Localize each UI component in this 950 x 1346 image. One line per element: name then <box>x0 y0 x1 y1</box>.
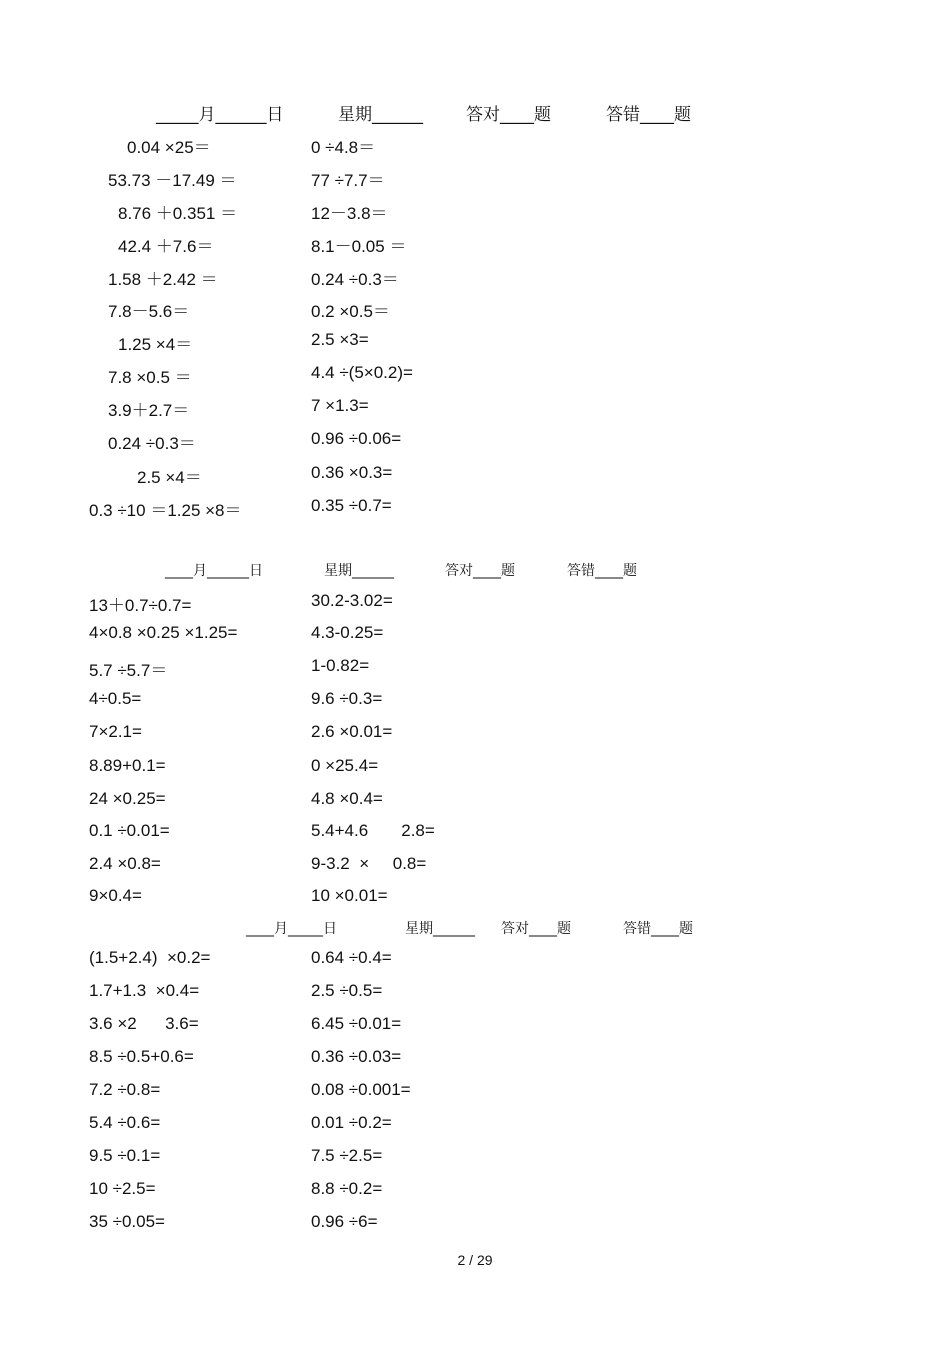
section-2-header <box>0 560 950 582</box>
problem-left: 1.58 ＋2.42 ＝ <box>108 270 218 289</box>
problem-right: 4.4 ÷(5×0.2)= <box>311 363 413 382</box>
problem-row <box>0 1179 950 1203</box>
problem-left: 5.4 ÷0.6= <box>89 1113 161 1132</box>
weekday-field: 星期______ <box>338 105 423 125</box>
problem-row <box>0 623 950 647</box>
problem-left: 0.3 ÷10 ＝1.25 ×8＝ <box>89 501 242 520</box>
problem-left: 2.4 ×0.8= <box>89 854 161 873</box>
problem-row <box>0 981 950 1005</box>
problem-right: 0.01 ÷0.2= <box>311 1113 392 1132</box>
problem-left: 7.2 ÷0.8= <box>89 1080 161 1099</box>
section-3-header <box>0 918 950 940</box>
problem-right: 77 ÷7.7＝ <box>311 171 385 190</box>
problem-left: 4÷0.5= <box>89 689 142 708</box>
problem-row <box>0 1146 950 1170</box>
problem-row <box>0 496 950 520</box>
problem-left: 35 ÷0.05= <box>89 1212 165 1231</box>
problem-left: 1.25 ×4＝ <box>118 335 193 354</box>
problem-right: 4.3-0.25= <box>311 623 384 642</box>
date-field: ____月______日 <box>165 563 263 579</box>
date-field: ____月_____日 <box>246 921 337 937</box>
problem-row <box>0 133 950 157</box>
problem-left: 13＋0.7÷0.7= <box>89 596 192 615</box>
problem-row <box>0 756 950 780</box>
problem-left: 3.6 ×2 3.6= <box>89 1014 199 1033</box>
correct-count-field: 答对____题 <box>445 563 515 579</box>
problem-row <box>0 689 950 713</box>
problem-row <box>0 1080 950 1104</box>
problem-row <box>0 821 950 845</box>
problem-left: 24 ×0.25= <box>89 789 166 808</box>
problem-row <box>0 1014 950 1038</box>
problem-row <box>0 948 950 972</box>
problem-left: 7.8 ×0.5 ＝ <box>108 368 192 387</box>
problem-left: 53.73 －17.49 ＝ <box>108 171 237 190</box>
page-number: 2 / 29 <box>457 1252 493 1268</box>
problem-right: 0.64 ÷0.4= <box>311 948 392 967</box>
wrong-count-field: 答错____题 <box>567 563 637 579</box>
problem-row <box>0 1212 950 1236</box>
date-field: _____月______日 <box>156 105 284 125</box>
problem-row <box>0 429 950 453</box>
problem-right: 12－3.8＝ <box>311 204 388 223</box>
wrong-count-field: 答错____题 <box>623 921 693 937</box>
problem-row <box>0 297 950 321</box>
problem-row <box>0 886 950 910</box>
problem-row <box>0 363 950 387</box>
problem-row <box>0 265 950 289</box>
problem-right: 8.8 ÷0.2= <box>311 1179 383 1198</box>
problem-left: 0.1 ÷0.01= <box>89 821 170 840</box>
problem-row <box>0 789 950 813</box>
problem-right: 10 ×0.01= <box>311 886 388 905</box>
problem-right: 0.36 ÷0.03= <box>311 1047 402 1066</box>
problem-left: 8.89+0.1= <box>89 756 166 775</box>
problem-left: 0.04 ×25＝ <box>127 138 211 157</box>
problem-right: 0.24 ÷0.3＝ <box>311 270 399 289</box>
problem-right: 2.6 ×0.01= <box>311 722 393 741</box>
problem-left: 3.9＋2.7＝ <box>108 401 190 420</box>
weekday-field: 星期______ <box>405 921 475 937</box>
problem-row <box>0 1113 950 1137</box>
problem-left: 9×0.4= <box>89 886 142 905</box>
correct-count-field: 答对____题 <box>466 105 551 125</box>
problem-row <box>0 166 950 190</box>
problem-right: 2.5 ÷0.5= <box>311 981 383 1000</box>
problem-left: 1.7+1.3 ×0.4= <box>89 981 200 1000</box>
problem-right: 0 ×25.4= <box>311 756 379 775</box>
problem-left: (1.5+2.4) ×0.2= <box>89 948 211 967</box>
problem-left: 7.8－5.6＝ <box>108 302 190 321</box>
problem-left: 7×2.1= <box>89 722 142 741</box>
problem-right: 4.8 ×0.4= <box>311 789 383 808</box>
problem-right: 7 ×1.3= <box>311 396 369 415</box>
problem-right: 30.2-3.02= <box>311 591 393 610</box>
problem-row <box>0 722 950 746</box>
problem-row <box>0 591 950 615</box>
correct-count-field: 答对____题 <box>501 921 571 937</box>
wrong-count-field: 答错____题 <box>606 105 691 125</box>
problem-row <box>0 656 950 680</box>
problem-left: 0.24 ÷0.3＝ <box>108 434 196 453</box>
problem-right: 0.08 ÷0.001= <box>311 1080 411 1099</box>
problem-left: 10 ÷2.5= <box>89 1179 156 1198</box>
problem-right: 0.36 ×0.3= <box>311 463 393 482</box>
problem-right: 2.5 ×3= <box>311 330 369 349</box>
problem-row <box>0 232 950 256</box>
problem-right: 0.35 ÷0.7= <box>311 496 392 515</box>
problem-right: 6.45 ÷0.01= <box>311 1014 402 1033</box>
problem-row <box>0 199 950 223</box>
problem-left: 42.4 ＋7.6＝ <box>118 237 214 256</box>
problem-right: 0.2 ×0.5＝ <box>311 302 390 321</box>
problem-left: 2.5 ×4＝ <box>137 468 202 487</box>
problem-row <box>0 396 950 420</box>
problem-right: 7.5 ÷2.5= <box>311 1146 383 1165</box>
problem-row <box>0 1047 950 1071</box>
problem-right: 9-3.2 × 0.8= <box>311 854 427 873</box>
problem-left: 4×0.8 ×0.25 ×1.25= <box>89 623 238 642</box>
problem-left: 5.7 ÷5.7＝ <box>89 661 168 680</box>
problem-right: 0.96 ÷6= <box>311 1212 378 1231</box>
problem-right: 5.4+4.6 2.8= <box>311 821 435 840</box>
problem-left: 8.5 ÷0.5+0.6= <box>89 1047 194 1066</box>
problem-row <box>0 463 950 487</box>
problem-right: 9.6 ÷0.3= <box>311 689 383 708</box>
problem-right: 1-0.82= <box>311 656 370 675</box>
problem-right: 0 ÷4.8＝ <box>311 138 376 157</box>
problem-left: 9.5 ÷0.1= <box>89 1146 161 1165</box>
problem-left: 8.76 ＋0.351 ＝ <box>118 204 238 223</box>
section-1-header <box>0 100 950 125</box>
problem-right: 8.1－0.05 ＝ <box>311 237 407 256</box>
problem-row <box>0 854 950 878</box>
problem-right: 0.96 ÷0.06= <box>311 429 402 448</box>
problem-row <box>0 330 950 354</box>
weekday-field: 星期______ <box>324 563 394 579</box>
